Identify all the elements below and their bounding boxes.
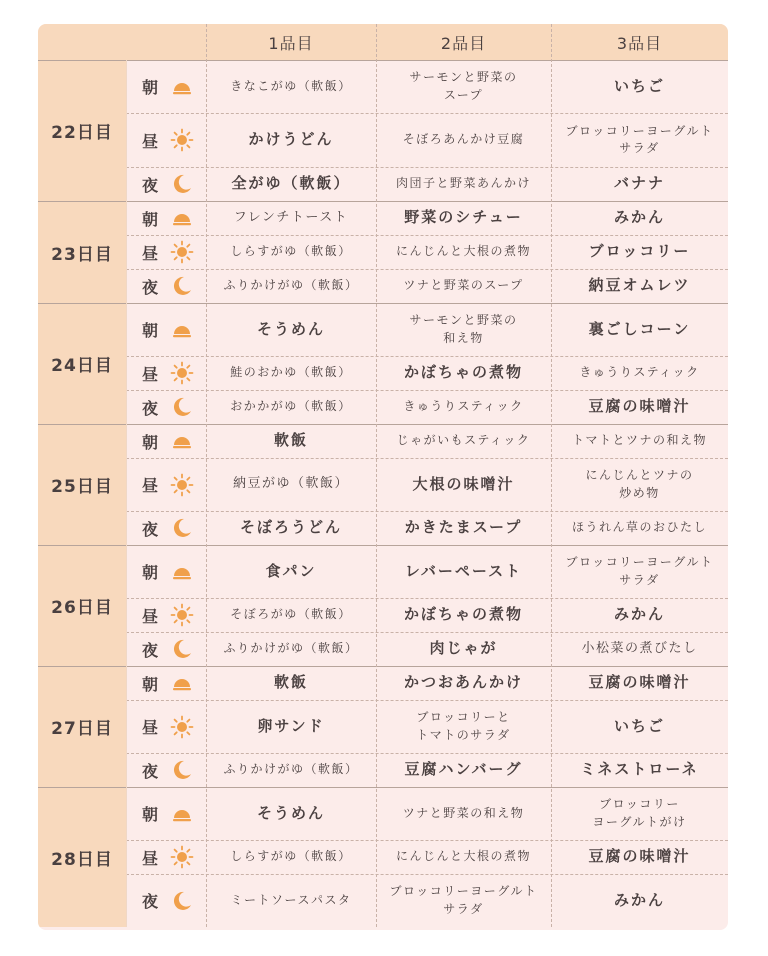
day-divider — [38, 787, 728, 788]
meal-label-lunch: 昼 — [142, 606, 159, 626]
meal-cell-lunch — [126, 458, 206, 511]
menu-item: ツナと野菜のスープ — [403, 278, 524, 293]
meal-cell-dinner — [126, 269, 206, 303]
meal-label-dinner: 夜 — [142, 175, 159, 195]
menu-item: 納豆がゆ（軟飯） — [232, 476, 349, 492]
menu-item: 豆腐ハンバーグ — [404, 760, 523, 779]
meal-cell-breakfast — [126, 303, 206, 356]
sun-icon — [170, 128, 194, 152]
menu-item: 小松菜の煮びたし — [581, 640, 698, 656]
sunrise-icon — [170, 560, 194, 584]
meal-label-breakfast: 朝 — [142, 321, 159, 340]
meal-label-lunch: 昼 — [142, 131, 159, 151]
menu-item: 納豆オムレツ — [588, 276, 691, 295]
column-header-1: 1品目 — [268, 33, 314, 53]
menu-item: フレンチトースト — [233, 209, 349, 225]
menu-item: 鮭のおかゆ（軟飯） — [230, 365, 352, 380]
day-divider — [38, 424, 728, 425]
meal-cell-breakfast — [126, 787, 206, 840]
menu-item: ミネストローネ — [580, 760, 699, 779]
moon-icon — [170, 637, 194, 661]
menu-item: 食パン — [265, 561, 317, 580]
menu-item: かきたまスープ — [404, 518, 523, 537]
sun-icon — [170, 715, 194, 739]
menu-item: ブロッコリーと トマトのサラダ — [416, 710, 511, 742]
menu-item: 肉じゃが — [429, 639, 498, 658]
menu-item: にんじんと大根の煮物 — [395, 849, 531, 864]
sunrise-icon — [170, 318, 194, 342]
day-divider — [38, 545, 728, 546]
menu-item: かつおあんかけ — [403, 673, 523, 692]
day-label: 26日目 — [38, 545, 126, 666]
moon-icon — [170, 758, 194, 782]
day-label: 28日目 — [38, 787, 126, 927]
day-label: 22日目 — [38, 60, 126, 201]
menu-item: ブロッコリー ヨーグルトがけ — [592, 797, 687, 829]
menu-item: ふりかけがゆ（軟飯） — [223, 641, 359, 656]
meal-cell-dinner — [126, 511, 206, 545]
sun-icon — [170, 603, 194, 627]
sunrise-icon — [170, 206, 194, 230]
menu-item: きゅうりスティック — [403, 399, 524, 414]
meal-label-dinner: 夜 — [142, 640, 159, 660]
menu-item: 軟飯 — [273, 673, 308, 692]
column-divider — [126, 60, 127, 927]
meal-cell-dinner — [126, 753, 206, 787]
sun-icon — [170, 361, 194, 385]
menu-item: ミートソースパスタ — [230, 892, 352, 907]
sunrise-icon — [170, 802, 194, 826]
sun-icon — [170, 473, 194, 497]
menu-item: 豆腐の味噌汁 — [588, 673, 691, 692]
meal-label-dinner: 夜 — [142, 398, 159, 418]
meal-label-breakfast: 朝 — [142, 209, 159, 229]
menu-item: いちご — [613, 76, 665, 95]
menu-item: 裏ごしコーン — [588, 319, 691, 338]
day-label: 27日目 — [38, 666, 126, 787]
menu-item: ブロッコリーヨーグルト サラダ — [565, 555, 714, 587]
meal-label-dinner: 夜 — [142, 277, 159, 297]
menu-item: 卵サンド — [257, 716, 325, 735]
column-divider — [376, 24, 377, 927]
menu-item: そうめん — [256, 319, 325, 338]
meal-cell-breakfast — [126, 666, 206, 700]
meal-label-breakfast: 朝 — [142, 78, 159, 97]
column-divider — [206, 24, 207, 927]
meal-cell-lunch — [126, 598, 206, 632]
sun-icon — [170, 240, 194, 264]
day-label: 24日目 — [38, 303, 126, 424]
menu-item: みかん — [613, 605, 665, 624]
menu-item: ブロッコリー — [588, 242, 691, 261]
moon-icon — [170, 274, 194, 298]
meal-label-lunch: 昼 — [142, 364, 159, 384]
meal-cell-dinner — [126, 167, 206, 201]
menu-item: きゅうりスティック — [579, 365, 700, 380]
menu-item: かぼちゃの煮物 — [403, 605, 523, 624]
meal-label-lunch: 昼 — [142, 718, 159, 737]
menu-item: サーモンと野菜の スープ — [409, 70, 518, 102]
sun-icon — [170, 845, 194, 869]
meal-cell-lunch — [126, 113, 206, 167]
meal-label-breakfast: 朝 — [142, 674, 159, 694]
menu-item: そぼろうどん — [239, 518, 342, 537]
meal-cell-breakfast — [126, 201, 206, 235]
menu-item: そうめん — [256, 803, 325, 822]
menu-item: 大根の味噌汁 — [412, 474, 515, 493]
meal-cell-breakfast — [126, 424, 206, 458]
menu-item: そぼろあんかけ豆腐 — [402, 132, 525, 147]
sunrise-icon — [170, 671, 194, 695]
menu-item: おかかがゆ（軟飯） — [230, 399, 352, 414]
menu-item: ほうれん草のおひたし — [571, 520, 707, 535]
menu-item: かぼちゃの煮物 — [403, 363, 523, 382]
menu-item: にんじんとツナの 炒め物 — [585, 468, 694, 500]
moon-icon — [170, 395, 194, 419]
meal-label-breakfast: 朝 — [142, 563, 159, 582]
meal-cell-lunch — [126, 235, 206, 269]
menu-item: トマトとツナの和え物 — [571, 433, 707, 448]
menu-item: きなこがゆ（軟飯） — [230, 78, 352, 93]
menu-item: バナナ — [613, 174, 665, 193]
menu-item: ふりかけがゆ（軟飯） — [223, 762, 359, 777]
meal-cell-lunch — [126, 356, 206, 390]
day-label: 23日目 — [38, 201, 126, 303]
menu-item: みかん — [613, 890, 665, 909]
menu-item: そぼろがゆ（軟飯） — [230, 607, 352, 622]
meal-cell-breakfast — [126, 545, 206, 598]
menu-item: ツナと野菜の和え物 — [402, 805, 525, 820]
moon-icon — [170, 172, 194, 196]
menu-item: しらすがゆ（軟飯） — [230, 849, 352, 864]
meal-cell-dinner — [126, 874, 206, 927]
sunrise-icon — [170, 429, 194, 453]
column-divider — [551, 24, 552, 927]
menu-item: 豆腐の味噌汁 — [588, 397, 691, 416]
table-header — [38, 24, 728, 60]
meal-label-dinner: 夜 — [142, 519, 159, 539]
column-header-3: 3品目 — [616, 33, 663, 53]
day-divider — [38, 201, 728, 202]
menu-item: にんじんと大根の煮物 — [395, 244, 531, 259]
sunrise-icon — [170, 75, 194, 99]
moon-icon — [170, 889, 194, 913]
day-divider — [38, 60, 728, 61]
menu-item: 肉団子と野菜あんかけ — [395, 176, 531, 191]
menu-item: いちご — [613, 716, 665, 735]
day-divider — [38, 666, 728, 667]
menu-item: ブロッコリーヨーグルト サラダ — [565, 123, 714, 155]
menu-item: しらすがゆ（軟飯） — [230, 244, 352, 259]
menu-item: みかん — [613, 208, 665, 227]
meal-plan-table — [38, 24, 728, 930]
menu-item: 全がゆ（軟飯） — [231, 174, 351, 193]
meal-label-dinner: 夜 — [142, 761, 159, 781]
menu-item: 軟飯 — [273, 431, 308, 450]
meal-label-lunch: 昼 — [142, 476, 159, 495]
meal-label-lunch: 昼 — [142, 243, 159, 263]
meal-cell-breakfast — [126, 60, 206, 113]
menu-item: 豆腐の味噌汁 — [588, 847, 691, 866]
menu-item: ふりかけがゆ（軟飯） — [223, 278, 359, 293]
meal-label-dinner: 夜 — [142, 892, 159, 911]
column-header-2: 2品目 — [440, 33, 487, 53]
menu-item: レバーペースト — [404, 561, 523, 580]
day-label: 25日目 — [38, 424, 126, 545]
menu-item: ブロッコリーヨーグルト サラダ — [389, 884, 538, 916]
meal-cell-lunch — [126, 700, 206, 753]
menu-item: 野菜のシチュー — [404, 208, 523, 227]
moon-icon — [170, 516, 194, 540]
meal-label-breakfast: 朝 — [142, 805, 159, 824]
menu-item: サーモンと野菜の 和え物 — [409, 313, 518, 345]
menu-item: かけうどん — [248, 130, 334, 149]
meal-cell-lunch — [126, 840, 206, 874]
meal-label-lunch: 昼 — [142, 848, 159, 868]
day-divider — [38, 303, 728, 304]
menu-item: じゃがいもスティック — [396, 433, 531, 448]
meal-cell-dinner — [126, 390, 206, 424]
meal-cell-dinner — [126, 632, 206, 666]
meal-label-breakfast: 朝 — [142, 432, 159, 452]
